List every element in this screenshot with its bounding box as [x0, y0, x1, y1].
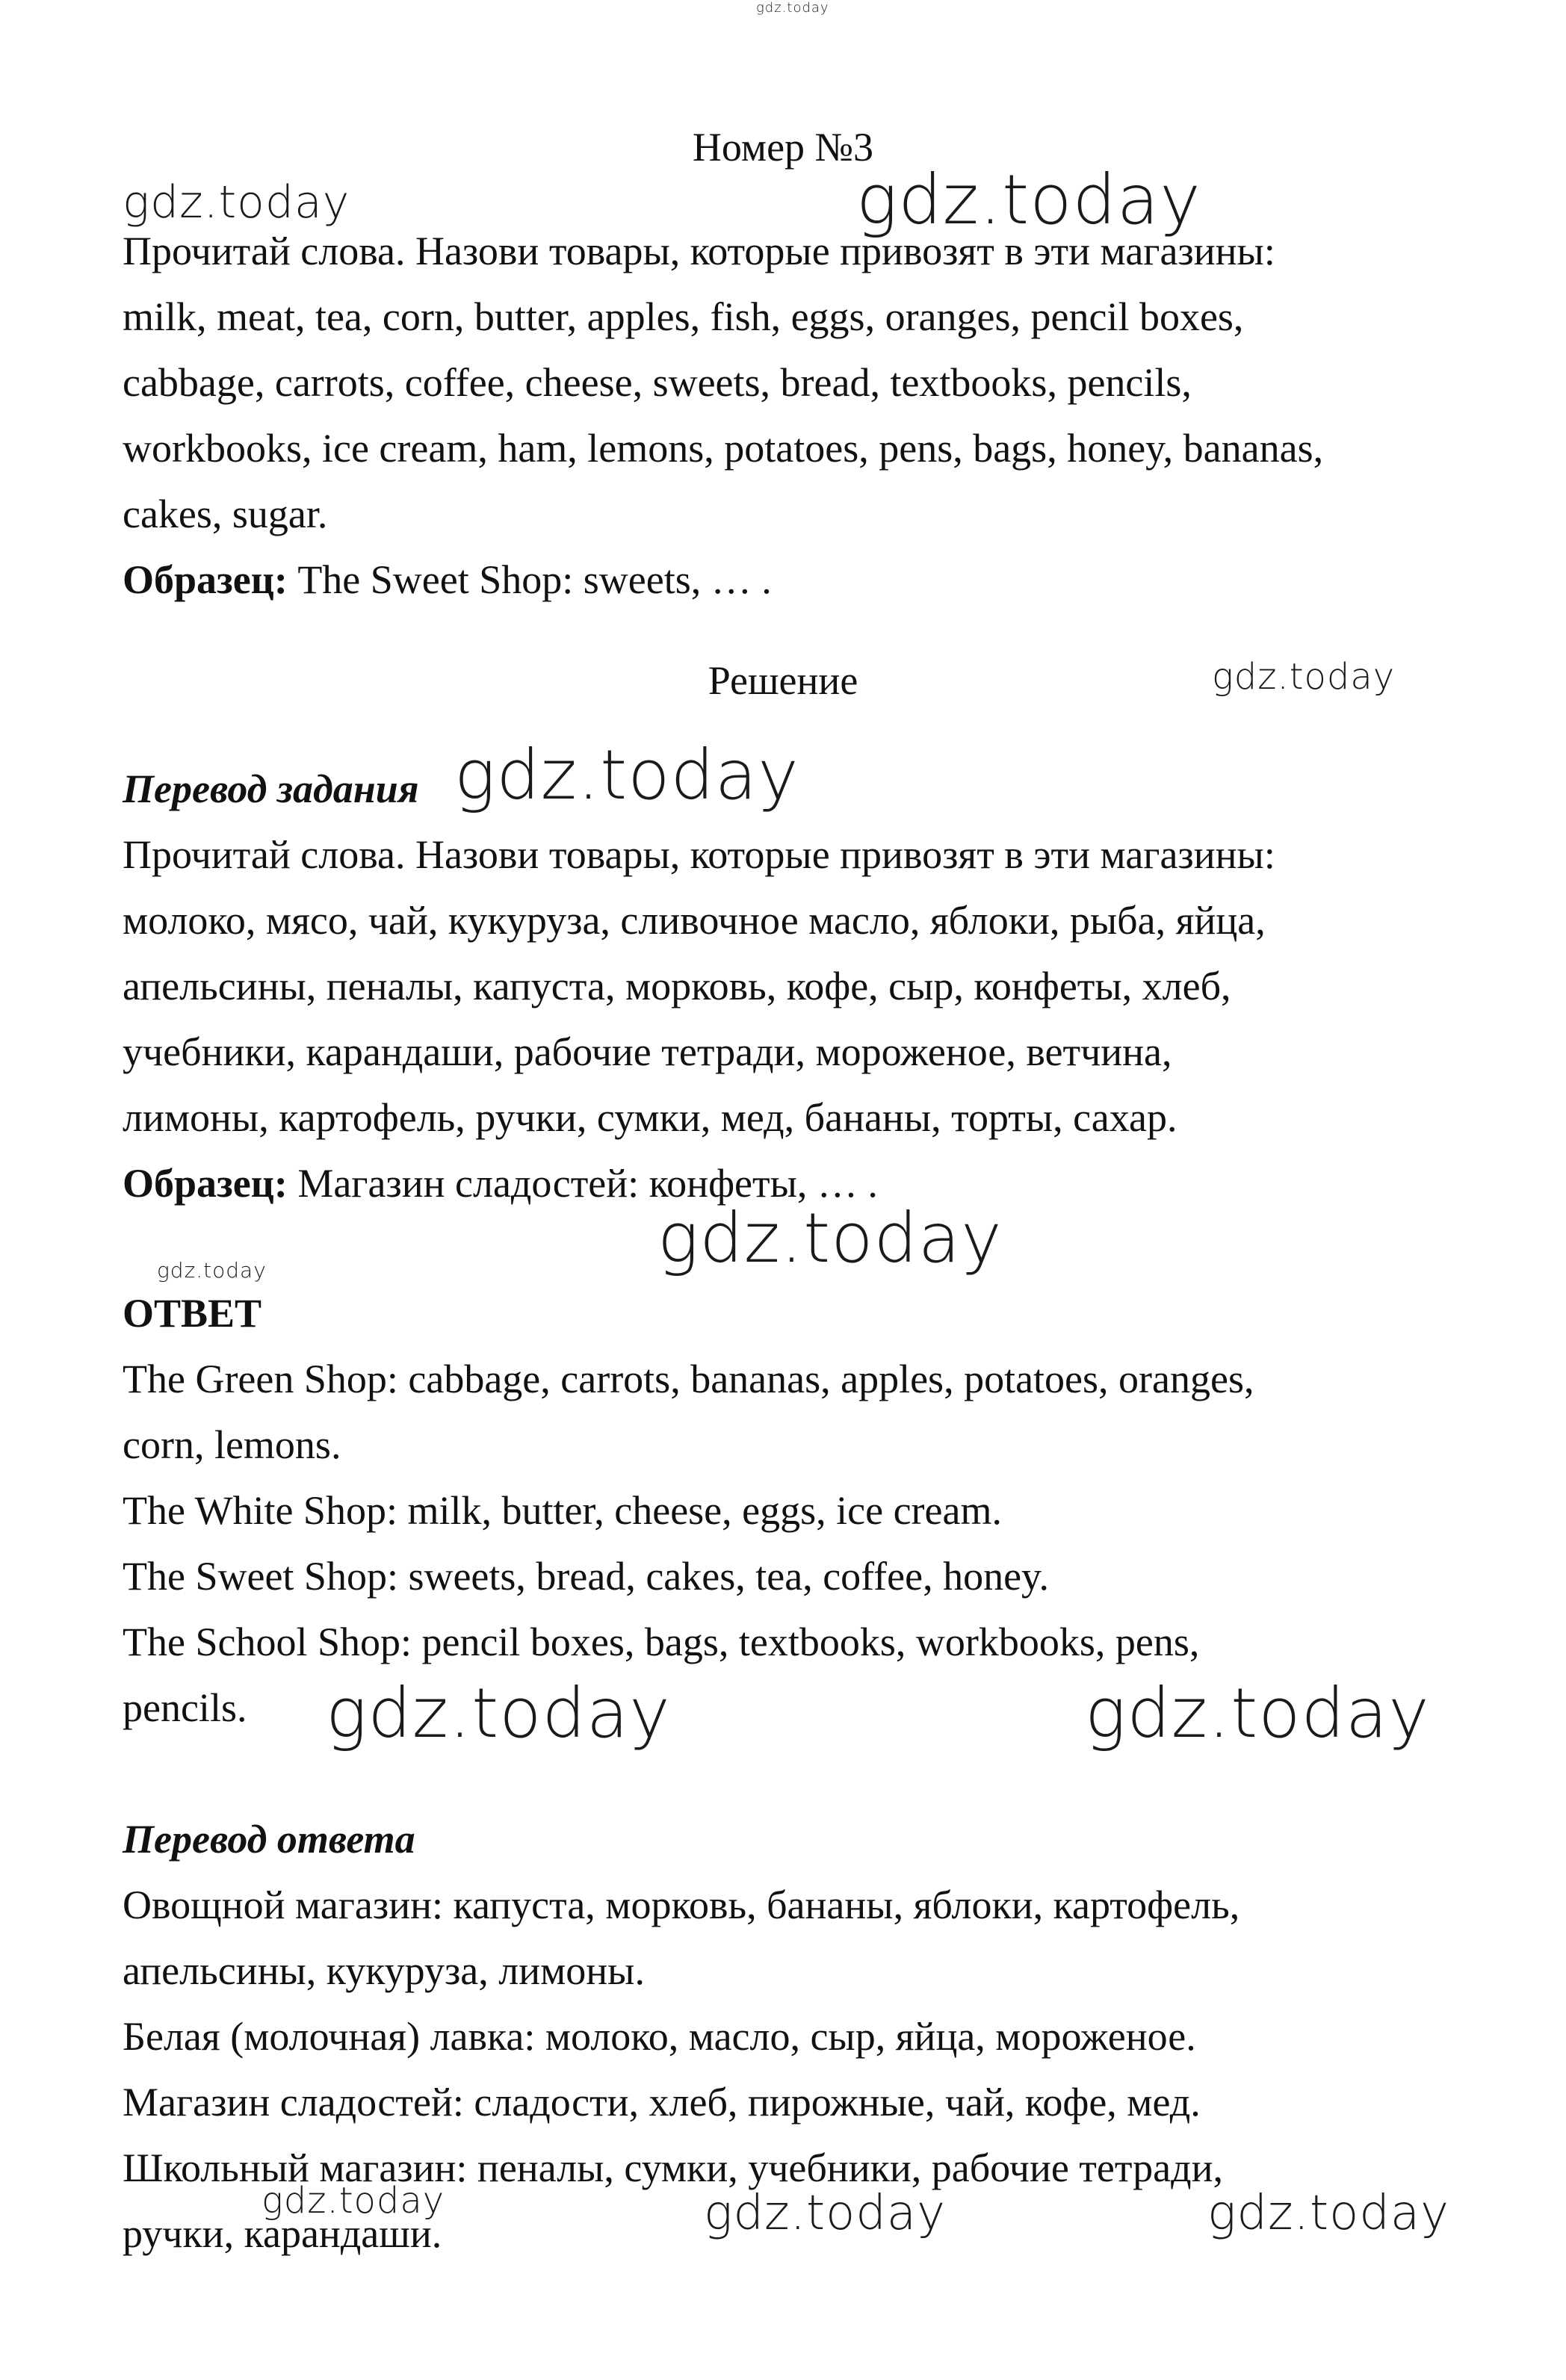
task-line: milk, meat, tea, corn, butter, apples, fish, eggs, oranges, pencil boxes,	[123, 294, 1244, 339]
watermark: gdz.today	[657, 1198, 1003, 1278]
example-text: The Sweet Shop: sweets, … .	[287, 557, 772, 602]
answer-heading: ОТВЕТ	[123, 1291, 262, 1336]
answer-line: The Sweet Shop: sweets, bread, cakes, tea, coffee, honey.	[123, 1554, 1050, 1599]
task-line: cakes, sugar.	[123, 492, 328, 536]
watermark: gdz.today	[1207, 2186, 1449, 2241]
answer-translation-heading: Перевод ответа	[123, 1817, 415, 1862]
translation-line: апельсины, пеналы, капуста, морковь, кофе, сыр, конфеты, хлеб,	[123, 964, 1231, 1008]
watermark: gdz.today	[856, 160, 1201, 240]
answer-translation-block	[123, 1806, 1467, 2266]
answer-translation-line: Овощной магазин: капуста, морковь, бананы, яблоки, картофель,	[123, 1882, 1240, 1927]
solution-title: Решение	[708, 658, 858, 703]
task-line: cabbage, carrots, coffee, cheese, sweets, bread, textbooks, pencils,	[123, 360, 1192, 405]
watermark: gdz.today	[326, 1673, 671, 1753]
translation-line: молоко, мясо, чай, кукуруза, сливочное масло, яблоки, рыба, яйца,	[123, 898, 1266, 943]
answer-translation-line: Белая (молочная) лавка: молоко, масло, сыр, яйца, мороженое.	[123, 2014, 1196, 2059]
translation-example	[123, 1150, 1467, 1216]
answer-line: The White Shop: milk, butter, cheese, eggs, ice cream.	[123, 1488, 1002, 1533]
watermark: gdz.today	[261, 2180, 445, 2222]
translation-line: лимоны, картофель, ручки, сумки, мед, бананы, торты, сахар.	[123, 1095, 1177, 1140]
answer-translation-line: ручки, карандаши.	[123, 2211, 442, 2256]
translation-line: учебники, карандаши, рабочие тетради, мороженое, ветчина,	[123, 1029, 1172, 1074]
example-label: Образец:	[123, 557, 288, 602]
task-instruction: Прочитай слова. Назови товары, которые привозят в эти магазины:	[123, 229, 1275, 273]
watermark: gdz.today	[123, 176, 350, 229]
answer-line: pencils.	[123, 1685, 247, 1730]
task-block	[123, 218, 1467, 613]
answer-translation-line: апельсины, кукуруза, лимоны.	[123, 1948, 645, 1993]
answer-line: The Green Shop: cabbage, carrots, bananas, apples, potatoes, oranges,	[123, 1357, 1254, 1401]
translation-instruction: Прочитай слова. Назови товары, которые привозят в эти магазины:	[123, 832, 1275, 877]
answer-block	[123, 1280, 1467, 1741]
answer-translation-line: Магазин сладостей: сладости, хлеб, пирожные, чай, кофе, мед.	[123, 2080, 1201, 2125]
watermark-top-tiny: gdz.today	[756, 0, 829, 16]
answer-line: corn, lemons.	[123, 1422, 341, 1467]
watermark: gdz.today	[704, 2186, 946, 2241]
task-example	[123, 547, 1467, 613]
answer-line: The School Shop: pencil boxes, bags, textbooks, workbooks, pens,	[123, 1620, 1200, 1664]
task-translation-block	[123, 756, 1467, 1216]
example-text: Магазин сладостей: конфеты, … .	[287, 1161, 878, 1206]
watermark: gdz.today	[1085, 1673, 1430, 1753]
watermark: gdz.today	[1212, 656, 1396, 698]
task-line: workbooks, ice cream, ham, lemons, potatoes, pens, bags, honey, bananas,	[123, 426, 1324, 471]
watermark: gdz.today	[454, 735, 799, 815]
watermark: gdz.today	[157, 1258, 267, 1283]
answer-translation-line: Школьный магазин: пеналы, сумки, учебники, рабочие тетради,	[123, 2145, 1223, 2190]
exercise-number-title: Номер №3	[692, 125, 874, 170]
translation-heading: Перевод задания	[123, 766, 419, 811]
example-label: Образец:	[123, 1161, 288, 1206]
